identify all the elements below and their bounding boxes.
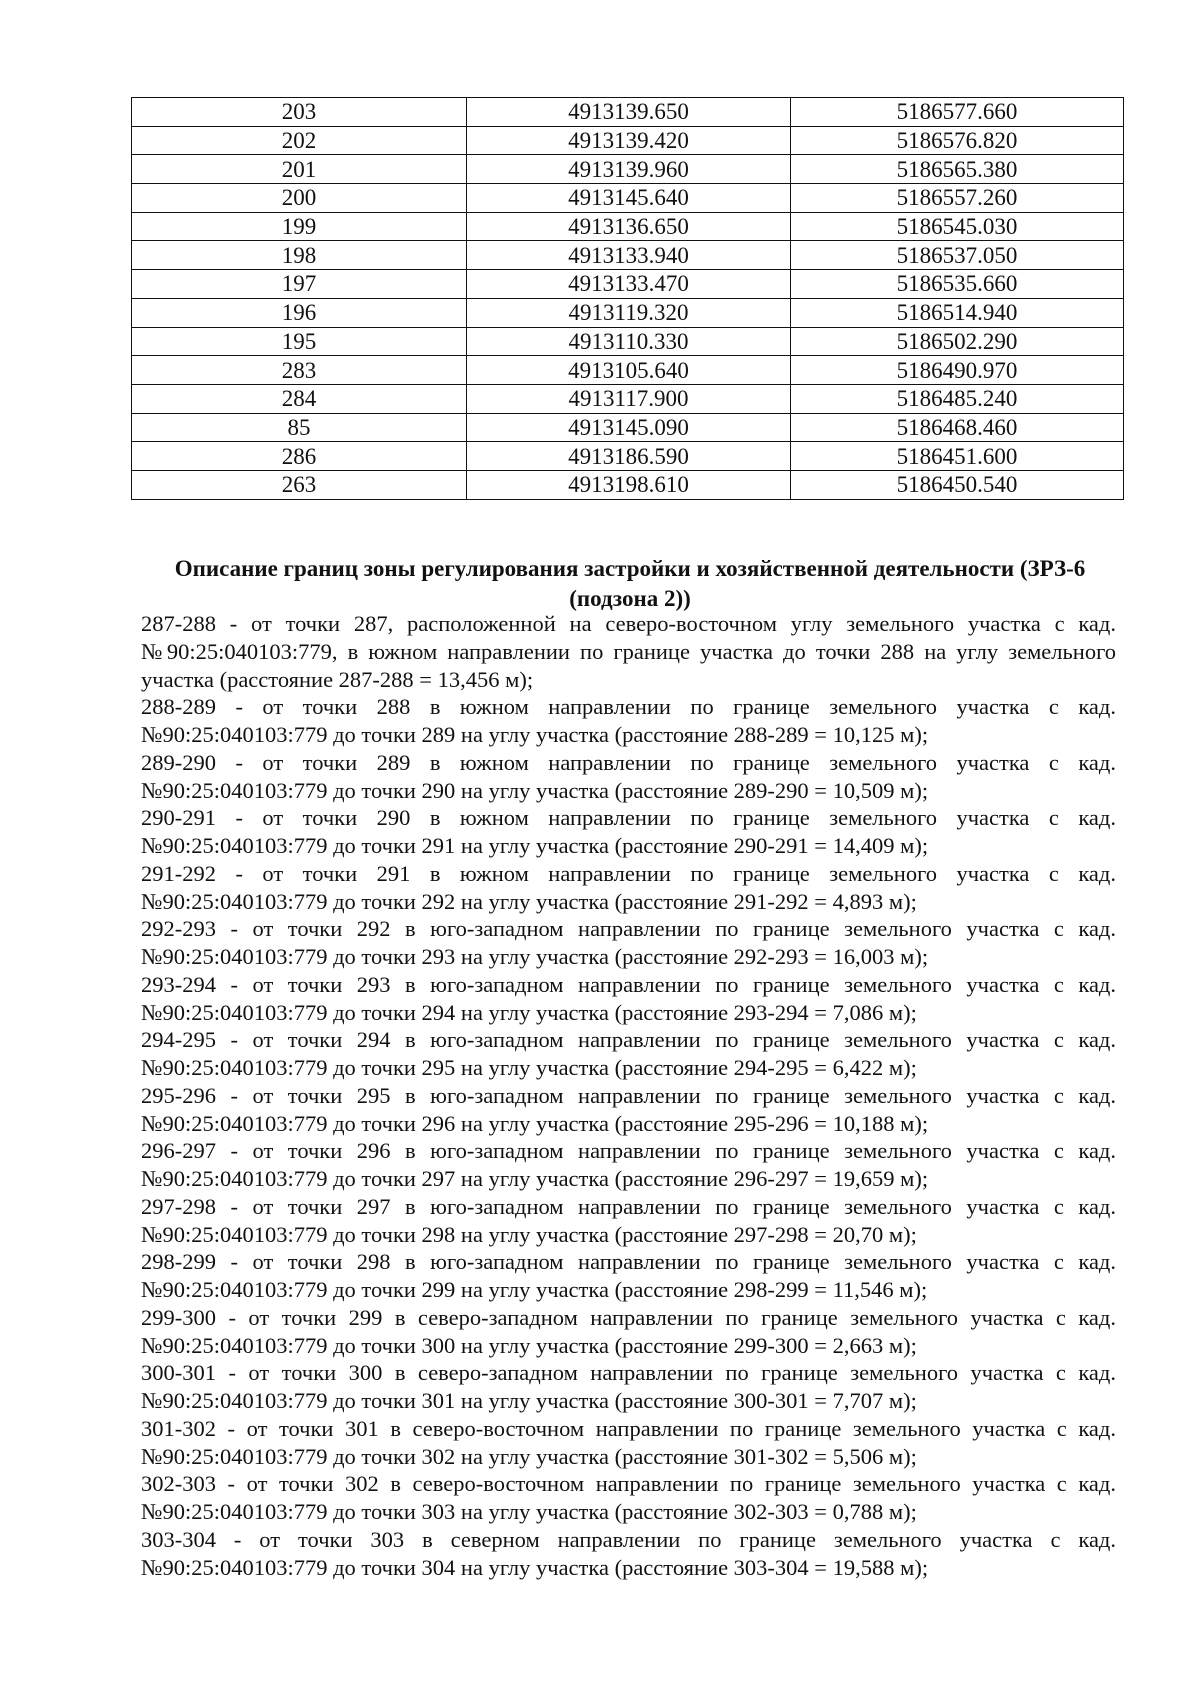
boundary-segment-paragraph: 290-291 - от точки 290 в южном направлении по границе земельного участка с кад. №90:25:040103:779 до точки 291 на углу участка (расстояние 290-291 = 14,409 м); [141, 805, 1116, 858]
y-coordinate-cell: 5186450.540 [791, 470, 1124, 499]
boundary-segment-paragraph: 293-294 - от точки 293 в юго-западном направлении по границе земельного участка с кад. №90:25:040103:779 до точки 294 на углу участка (расстояние 293-294 = 7,086 м); [141, 971, 1116, 1025]
boundary-segment-paragraph: 303-304 - от точки 303 в северном направлении по границе земельного участка с кад. №90:25:040103:779 до точки 304 на углу участка (расстояние 303-304 = 19,588 м); [141, 1526, 1116, 1580]
boundary-segment-paragraph: 297-298 - от точки 297 в юго-западном направлении по границе земельного участка с кад. №90:25:040103:779 до точки 298 на углу участка (расстояние 297-298 = 20,70 м); [141, 1193, 1116, 1247]
table-row [132, 413, 1124, 442]
boundary-segment-paragraph: 287-288 - от точки 287, расположенной на северо-восточном углу земельного участка с кад. №90:25:040103:779, в южном направлении по границе участка до точки 288 на углу земельного участка (расстояние 287-288 = 13,456 м); [141, 611, 1116, 692]
x-coordinate-cell: 4913105.640 [467, 356, 791, 385]
x-coordinate-cell: 4913139.960 [467, 155, 791, 184]
x-coordinate-cell: 4913110.330 [467, 327, 791, 356]
x-coordinate-cell: 4913136.650 [467, 212, 791, 241]
point-number-cell: 199 [132, 212, 467, 241]
point-number-cell: 284 [132, 384, 467, 413]
boundary-segment-paragraph: 294-295 - от точки 294 в юго-западном направлении по границе земельного участка с кад. №90:25:040103:779 до точки 295 на углу участка (расстояние 294-295 = 6,422 м); [141, 1027, 1116, 1080]
point-number-cell: 197 [132, 270, 467, 299]
boundary-segment-paragraph: 298-299 - от точки 298 в юго-западном направлении по границе земельного участка с кад. №90:25:040103:779 до точки 299 на углу участка (расстояние 298-299 = 11,546 м); [141, 1249, 1116, 1302]
table-row [132, 298, 1124, 327]
table-row [132, 470, 1124, 499]
boundary-segment-paragraph: 289-290 - от точки 289 в южном направлении по границе земельного участка с кад. №90:25:040103:779 до точки 290 на углу участка (расстояние 289-290 = 10,509 м); [141, 749, 1116, 803]
y-coordinate-cell: 5186576.820 [791, 126, 1124, 155]
boundary-description [141, 610, 1116, 1581]
point-number-cell: 286 [132, 442, 467, 471]
x-coordinate-cell: 4913139.420 [467, 126, 791, 155]
section-title: Описание границ зоны регулирования застройки и хозяйственной деятельности (ЗРЗ-6 (подзона 2)) [174, 556, 1086, 611]
y-coordinate-cell: 5186468.460 [791, 413, 1124, 442]
table-row [132, 442, 1124, 471]
x-coordinate-cell: 4913139.650 [467, 98, 791, 127]
table-row [132, 241, 1124, 270]
point-number-cell: 195 [132, 327, 467, 356]
point-number-cell: 200 [132, 184, 467, 213]
x-coordinate-cell: 4913145.640 [467, 184, 791, 213]
boundary-segment-paragraph: 296-297 - от точки 296 в юго-западном направлении по границе земельного участка с кад. №90:25:040103:779 до точки 297 на углу участка (расстояние 296-297 = 19,659 м); [141, 1138, 1116, 1191]
x-coordinate-cell: 4913119.320 [467, 298, 791, 327]
boundary-segment-paragraph: 288-289 - от точки 288 в южном направлении по границе земельного участка с кад. №90:25:040103:779 до точки 289 на углу участка (расстояние 288-289 = 10,125 м); [141, 694, 1116, 747]
coordinates-table-body [132, 98, 1124, 500]
boundary-segment-paragraph: 292-293 - от точки 292 в юго-западном направлении по границе земельного участка с кад. №90:25:040103:779 до точки 293 на углу участка (расстояние 292-293 = 16,003 м); [141, 916, 1116, 969]
y-coordinate-cell: 5186557.260 [791, 184, 1124, 213]
x-coordinate-cell: 4913117.900 [467, 384, 791, 413]
y-coordinate-cell: 5186535.660 [791, 270, 1124, 299]
x-coordinate-cell: 4913133.470 [467, 270, 791, 299]
point-number-cell: 196 [132, 298, 467, 327]
table-row [132, 270, 1124, 299]
coordinates-table [131, 97, 1124, 500]
table-row [132, 327, 1124, 356]
boundary-segment-paragraph: 291-292 - от точки 291 в южном направлении по границе земельного участка с кад. №90:25:040103:779 до точки 292 на углу участка (расстояние 291-292 = 4,893 м); [141, 860, 1116, 914]
point-number-cell: 198 [132, 241, 467, 270]
table-row [132, 356, 1124, 385]
point-number-cell: 202 [132, 126, 467, 155]
boundary-segment-paragraph: 301-302 - от точки 301 в северо-восточном направлении по границе земельного участка с кад. №90:25:040103:779 до точки 302 на углу участка (расстояние 301-302 = 5,506 м); [141, 1415, 1116, 1469]
y-coordinate-cell: 5186545.030 [791, 212, 1124, 241]
boundary-segment-paragraph: 299-300 - от точки 299 в северо-западном направлении по границе земельного участка с кад. №90:25:040103:779 до точки 300 на углу участка (расстояние 299-300 = 2,663 м); [141, 1304, 1116, 1358]
y-coordinate-cell: 5186537.050 [791, 241, 1124, 270]
table-row [132, 384, 1124, 413]
x-coordinate-cell: 4913186.590 [467, 442, 791, 471]
table-row [132, 155, 1124, 184]
table-row [132, 184, 1124, 213]
table-row [132, 98, 1124, 127]
point-number-cell: 85 [132, 413, 467, 442]
boundary-segment-paragraph: 295-296 - от точки 295 в юго-западном направлении по границе земельного участка с кад. №90:25:040103:779 до точки 296 на углу участка (расстояние 295-296 = 10,188 м); [141, 1082, 1116, 1136]
point-number-cell: 201 [132, 155, 467, 184]
y-coordinate-cell: 5186502.290 [791, 327, 1124, 356]
table-row [132, 126, 1124, 155]
x-coordinate-cell: 4913198.610 [467, 470, 791, 499]
y-coordinate-cell: 5186485.240 [791, 384, 1124, 413]
y-coordinate-cell: 5186490.970 [791, 356, 1124, 385]
table-row [132, 212, 1124, 241]
x-coordinate-cell: 4913145.090 [467, 413, 791, 442]
y-coordinate-cell: 5186514.940 [791, 298, 1124, 327]
point-number-cell: 283 [132, 356, 467, 385]
point-number-cell: 263 [132, 470, 467, 499]
y-coordinate-cell: 5186565.380 [791, 155, 1124, 184]
boundary-segment-paragraph: 300-301 - от точки 300 в северо-западном направлении по границе земельного участка с кад. №90:25:040103:779 до точки 301 на углу участка (расстояние 300-301 = 7,707 м); [141, 1360, 1116, 1413]
x-coordinate-cell: 4913133.940 [467, 241, 791, 270]
y-coordinate-cell: 5186451.600 [791, 442, 1124, 471]
boundary-segment-paragraph: 302-303 - от точки 302 в северо-восточном направлении по границе земельного участка с кад. №90:25:040103:779 до точки 303 на углу участка (расстояние 302-303 = 0,788 м); [141, 1471, 1116, 1524]
point-number-cell: 203 [132, 98, 467, 127]
y-coordinate-cell: 5186577.660 [791, 98, 1124, 127]
